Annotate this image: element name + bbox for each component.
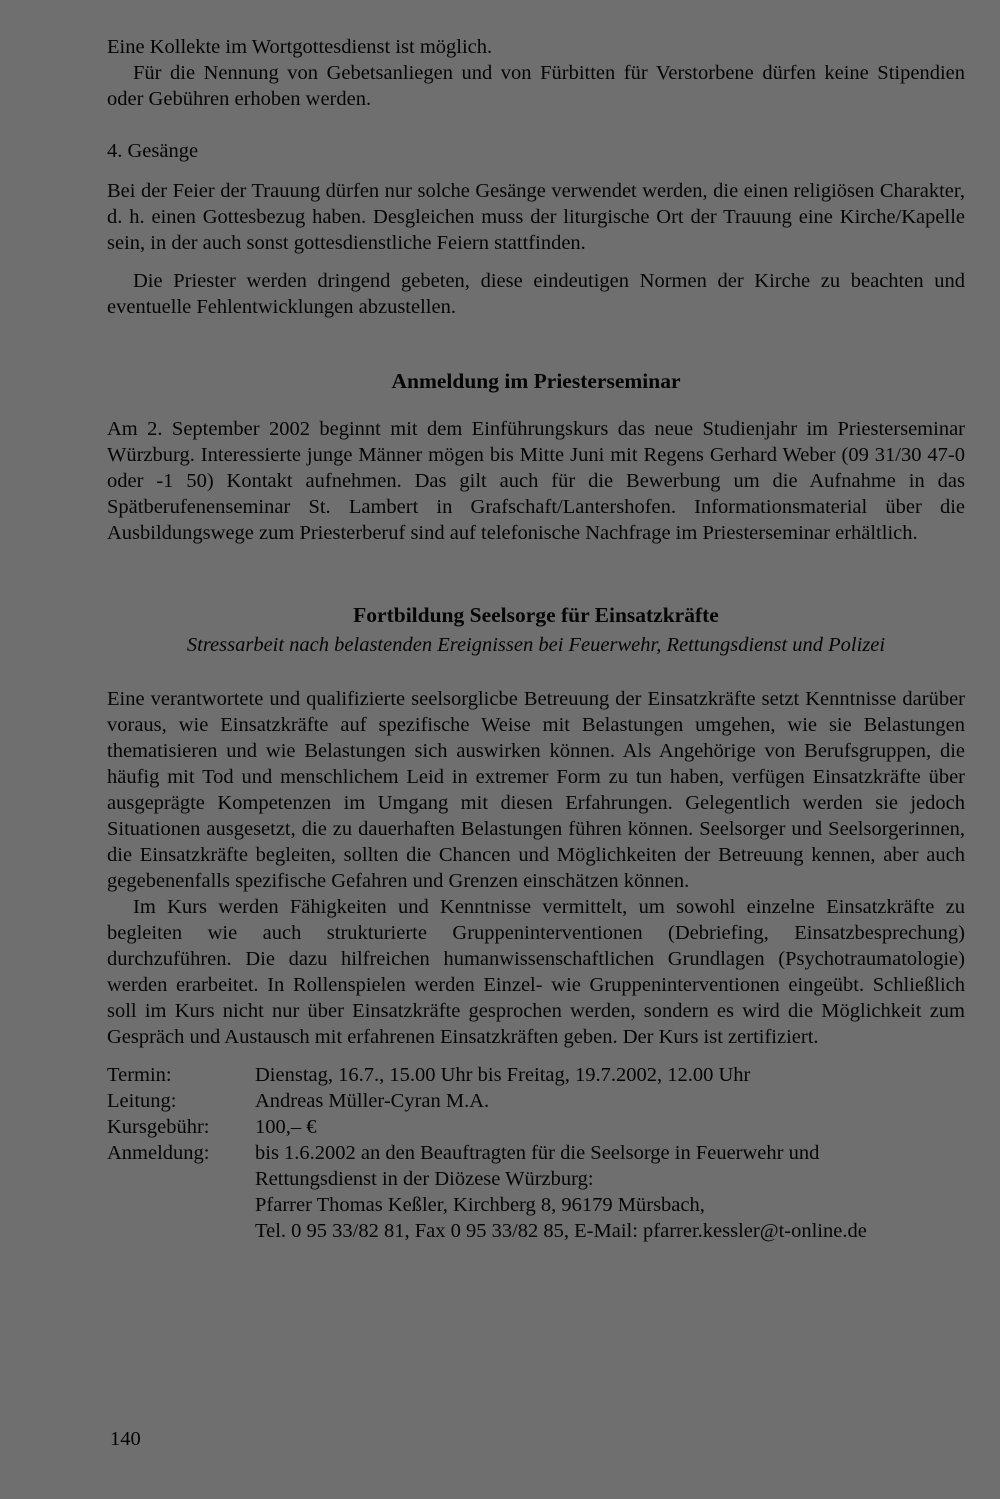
fortbildung-paragraph-1: Eine verantwortete und qualifizierte seelsorglicbe Betreuung der Einsatzkräfte setzt Kenntnisse darüber voraus, wie Einsatzkräfte auf spezifische Weise mit Belastungen umgehen, wie sie Belastungen thematisieren und wie Belastungen sich auswirken können. Als Angehörige von Berufsgruppen, die häufig mit Tod und menschlichem Leid in extremer Form zu tun haben, verfügen Einsatzkräfte über ausgeprägte Kompetenzen im Umgang mit diesen Erfahrungen. Gelegentlich werden sie jedoch Situationen ausgesetzt, die zu dauerhaften Belastungen führen können. Seelsorger und Seelsorgerinnen, die Einsatzkräfte begleiten, sollten die Chancen und Möglichkeiten der Betreuung kennen, aber auch gegebenenfalls spezifische Gefahren und Grenzen einschätzen können. [107, 688, 965, 892]
anmeldung-paragraph: Am 2. September 2002 beginnt mit dem Einführungskurs das neue Studienjahr im Priesterseminar Würzburg. Interessierte junge Männer mögen bis Mitte Juni mit Regens Gerhard Weber (09 31/30 47-0 oder -1 50) Kontakt aufnehmen. Das gilt auch für die Bewerbung um die Aufnahme in das Spätberufenenseminar St. Lambert in Grafschaft/Lantershofen. Informationsmaterial über die Ausbildungswege zum Priesterberuf sind auf telefonische Nachfrage im Priesterseminar erhältlich. [107, 418, 965, 544]
detail-row-anmeldung [107, 1140, 965, 1244]
detail-value: Dienstag, 16.7., 15.00 Uhr bis Freitag, 19.7.2002, 12.00 Uhr [255, 1064, 751, 1086]
detail-value: Andreas Müller-Cyran M.A. [255, 1090, 490, 1112]
page-content [107, 34, 965, 1244]
detail-value [255, 1140, 965, 1244]
detail-row-termin [107, 1062, 965, 1088]
fortbildung-paragraph-2: Im Kurs werden Fähigkeiten und Kenntnisse vermittelt, um sowohl einzelne Einsatzkräfte zu begleiten wie auch strukturierte Gruppeninterventionen (Debriefing, Einsatzbesprechung) durchzuführen. Die dazu hilfreichen humanwissenschaftlichen Grundlagen (Psychotraumatologie) werden erarbeitet. In Rollenspielen werden Einzel- wie Gruppeninterventionen eingeübt. Schließlich soll im Kurs nicht nur über Einsatzkräfte gesprochen werden, sondern es wird die Möglichkeit zum Gespräch und Austausch mit erfahrenen Einsatzkräften geben. Der Kurs ist zertifiziert. [107, 896, 965, 1048]
anmeldung-title: Anmeldung im Priesterseminar [391, 369, 681, 393]
gesaenge-paragraph: Bei der Feier der Trauung dürfen nur solche Gesänge verwendet werden, die einen religiösen Charakter, d. h. einen Gottesbezug haben. Desgleichen muss der liturgische Ort der Trauung eine Kirche/Kapelle sein, in der auch sonst gottesdienstliche Feiern stattfinden. [107, 180, 965, 254]
detail-label: Anmeldung: [107, 1142, 210, 1164]
fortbildung-title: Fortbildung Seelsorge für Einsatzkräfte [353, 603, 719, 627]
anmeldung-line: Pfarrer Thomas Keßler, Kirchberg 8, 96179 Mürsbach, [255, 1194, 705, 1216]
anmeldung-line: bis 1.6.2002 an den Beauftragten für die Seelsorge in Feuerwehr und [255, 1142, 820, 1164]
detail-row-leitung [107, 1088, 965, 1114]
detail-value: 100,– € [255, 1116, 317, 1138]
page-number: 140 [110, 1428, 141, 1450]
detail-row-kursgebuehr [107, 1114, 965, 1140]
fortbildung-subtitle: Stressarbeit nach belastenden Ereignissen bei Feuerwehr, Rettungsdienst und Polizei [186, 634, 886, 656]
detail-label: Termin: [107, 1064, 172, 1086]
priester-paragraph: Die Priester werden dringend gebeten, diese eindeutigen Normen der Kirche zu beachten und eventuelle Fehlentwicklungen abzustellen. [107, 270, 965, 318]
anmeldung-line: Rettungsdienst in der Diözese Würzburg: [255, 1168, 594, 1190]
anmeldung-contact-line: Tel. 0 95 33/82 81, Fax 0 95 33/82 85, E-Mail: pfarrer.kessler@t-online.de [255, 1220, 867, 1242]
section-heading-gesaenge: 4. Gesänge [107, 140, 199, 162]
detail-label: Kursgebühr: [107, 1116, 210, 1138]
detail-label: Leitung: [107, 1090, 177, 1112]
intro-line-intentions: Für die Nennung von Gebetsanliegen und von Fürbitten für Verstorbene dürfen keine Stipendien oder Gebühren erhoben werden. [107, 62, 965, 110]
course-details-table [107, 1062, 965, 1244]
intro-line-collection: Eine Kollekte im Wortgottesdienst ist möglich. [107, 36, 493, 58]
